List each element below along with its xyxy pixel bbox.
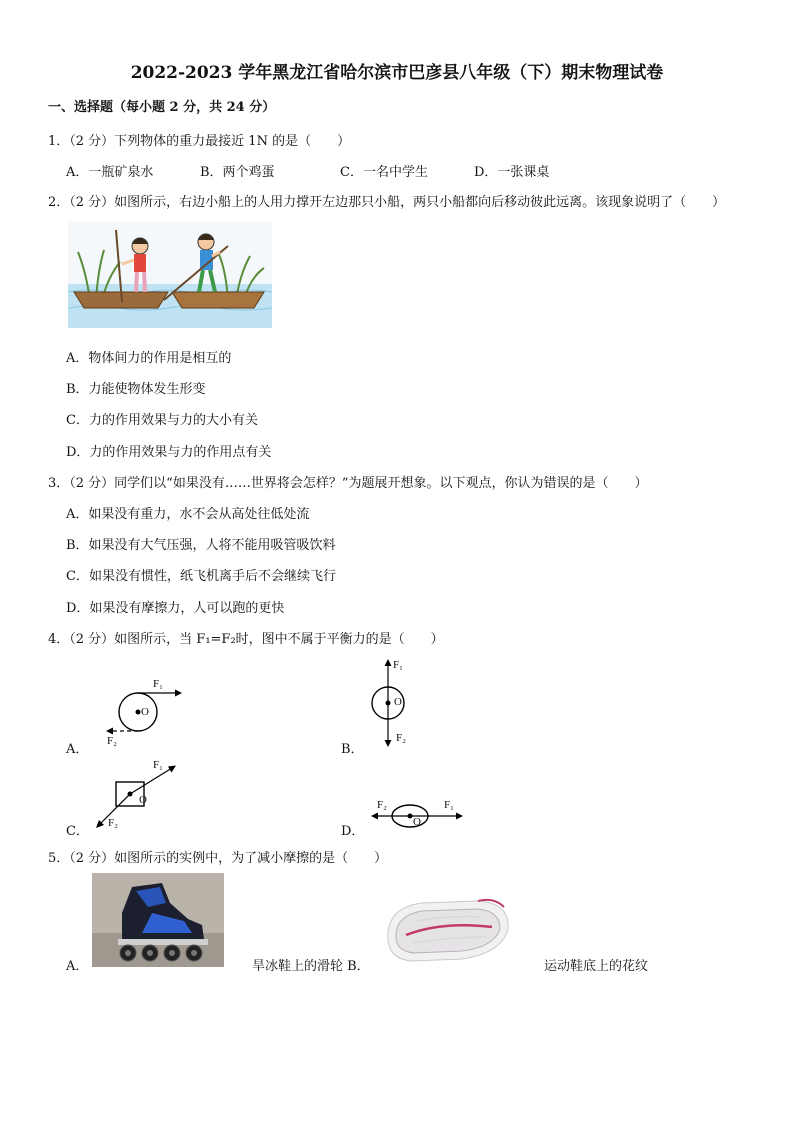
sports-shoe-sole-photo — [382, 893, 514, 971]
question-1-stem: 1．（2 分）下列物体的重力最接近 1N 的是（ ） — [48, 134, 351, 149]
q5-option-a: A． — [66, 959, 89, 974]
q4c-f1-label: F₁ — [153, 759, 163, 771]
q4a-o-label: O — [141, 706, 149, 718]
q4a-f2-label: F₂ — [107, 735, 117, 747]
q3-option-a: A．如果没有重力，水不会从高处往低处流 — [66, 507, 310, 522]
question-3-stem: 3．（2 分）同学们以“如果没有……世界将会怎样？”为题展开想象。以下观点，你认为错误的是（ ） — [48, 476, 648, 491]
q4-option-c: C． — [66, 824, 89, 839]
q3-option-d: D．如果没有摩擦力，人可以跑的更快 — [66, 601, 285, 616]
q1-option-d: D．一张课桌 — [474, 165, 550, 180]
q4a-f1-label: F₁ — [153, 678, 163, 690]
q3-option-c: C．如果没有惯性，纸飞机离手后不会继续飞行 — [66, 569, 336, 584]
roller-skate-photo — [92, 873, 224, 967]
q1-option-b: B．两个鸡蛋 — [200, 165, 275, 180]
q2-option-a: A．物体间力的作用是相互的 — [66, 351, 232, 366]
q4d-f2-label: F₂ — [377, 799, 387, 811]
q4b-f2-label: F₂ — [396, 732, 406, 744]
q4-option-b: B． — [341, 742, 364, 757]
q4-option-a: A． — [66, 742, 89, 757]
q4d-o-label: O — [413, 816, 421, 828]
q4d-f1-label: F₁ — [444, 799, 454, 811]
q4b-o-label: O — [394, 696, 402, 708]
q1-option-c: C．一名中学生 — [340, 165, 428, 180]
q4-option-d: D． — [341, 824, 365, 839]
q5-caption-a: 旱冰鞋上的滑轮 B． — [252, 959, 370, 974]
q4c-o-label: O — [139, 794, 147, 806]
q2-option-d: D．力的作用效果与力的作用点有关 — [66, 445, 272, 460]
q4b-f1-label: F₁ — [393, 659, 403, 671]
force-diagram-c — [90, 760, 180, 832]
section-heading: 一、选择题（每小题 2 分，共 24 分） — [48, 100, 276, 115]
q5-caption-b: 运动鞋底上的花纹 — [544, 959, 649, 974]
q1-option-a: A．一瓶矿泉水 — [66, 165, 154, 180]
q2-option-b: B．力能使物体发生形变 — [66, 382, 206, 397]
page-title: 2022-2023 学年黑龙江省哈尔滨市巴彦县八年级（下）期末物理试卷 — [130, 63, 664, 83]
question-4-stem: 4．（2 分）如图所示，当 F₁=F₂时，图中不属于平衡力的是（ ） — [48, 632, 444, 647]
q2-option-c: C．力的作用效果与力的大小有关 — [66, 413, 258, 428]
q4c-f2-label: F₂ — [108, 817, 118, 829]
boats-illustration — [68, 222, 272, 328]
q3-option-b: B．如果没有大气压强，人将不能用吸管吸饮料 — [66, 538, 336, 553]
question-5-stem: 5．（2 分）如图所示的实例中，为了减小摩擦的是（ ） — [48, 851, 388, 866]
question-2-stem: 2．（2 分）如图所示，右边小船上的人用力撑开左边那只小船，两只小船都向后移动彼此远离。该现象说明了（ ） — [48, 195, 726, 210]
